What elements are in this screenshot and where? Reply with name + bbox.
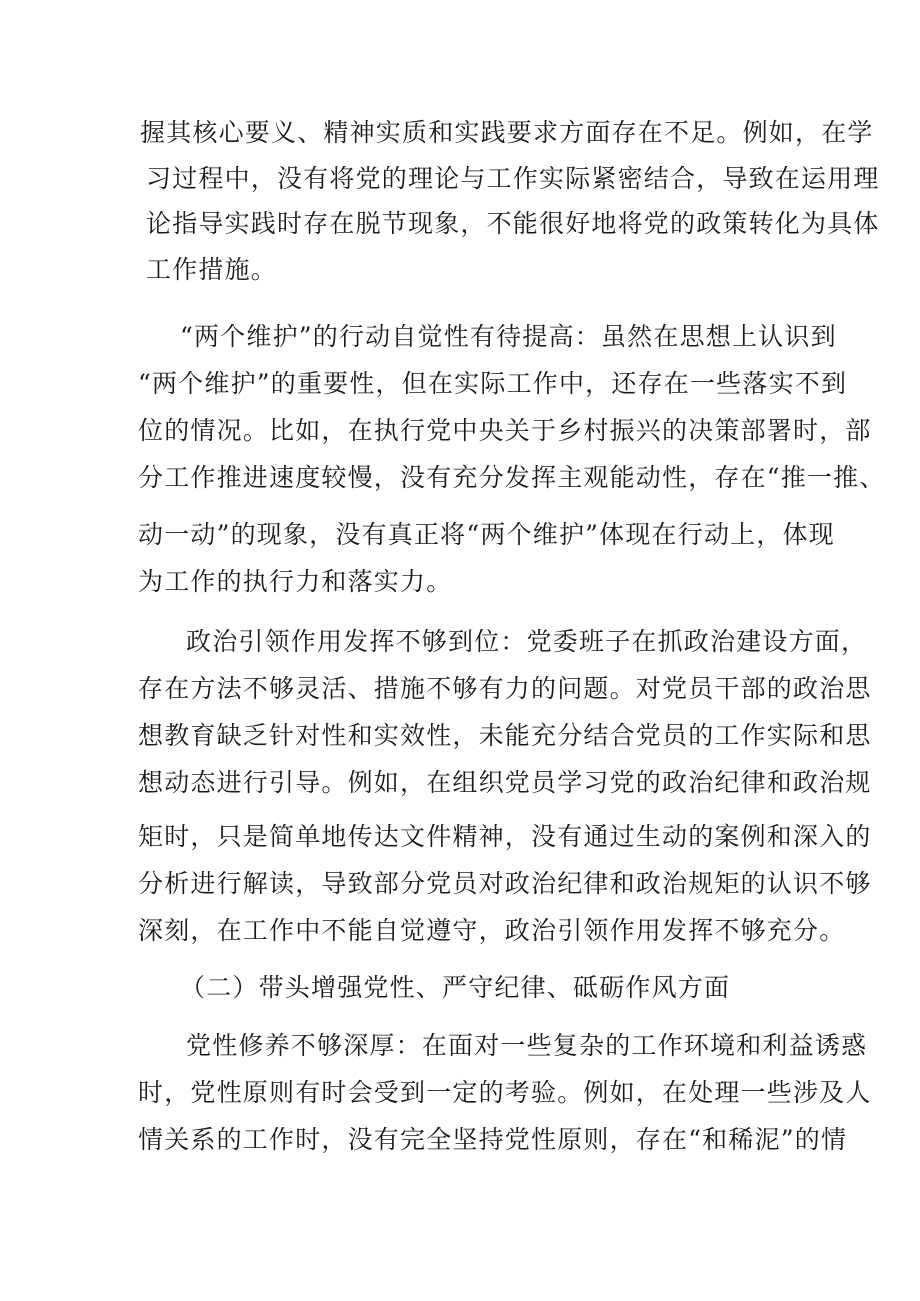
text-line: 时，党性原则有时会受到一定的考验。例如，在处理一些涉及人	[138, 1078, 872, 1107]
text-line: 情关系的工作时，没有完全坚持党性原则，存在“和稀泥”的情	[138, 1125, 848, 1154]
text-line: 深刻，在工作中不能自觉遵守，政治引领作用发挥不够充分。	[138, 916, 846, 945]
text-line: 想动态进行引导。例如，在组织党员学习党的政治纪律和政治规	[138, 768, 872, 797]
text-line: 论指导实践时存在脱节现象，不能很好地将党的政策转化为具体	[146, 209, 880, 238]
text-line: 工作措施。	[146, 255, 278, 284]
text-line: 矩时，只是简单地传达文件精神，没有通过生动的案例和深入的	[138, 822, 872, 851]
text-line: 党性修养不够深厚：在面对一些复杂的工作环境和利益诱惑	[186, 1031, 868, 1060]
text-line: 想教育缺乏针对性和实效性，未能充分结合党员的工作实际和思	[138, 721, 872, 750]
text-line: 习过程中，没有将党的理论与工作实际紧密结合，导致在运用理	[146, 164, 880, 193]
text-line: “两个维护”的行动自觉性有待提高：虽然在思想上认识到	[180, 322, 837, 351]
text-line: 分析进行解读，导致部分党员对政治纪律和政治规矩的认识不够	[138, 869, 872, 898]
text-line: “两个维护”的重要性，但在实际工作中，还存在一些落实不到	[138, 369, 848, 398]
text-line: 政治引领作用发挥不够到位：党委班子在抓政治建设方面，	[186, 627, 868, 656]
text-line: 位的情况。比如，在执行党中央关于乡村振兴的决策部署时，部	[138, 416, 872, 445]
text-line: 为工作的执行力和落实力。	[138, 567, 453, 596]
text-line: 握其核心要义、精神实质和实践要求方面存在不足。例如，在学	[140, 118, 874, 147]
heading-text: （二）带头增强党性、严守纪律、砥砺作风方面	[180, 973, 731, 1002]
text-line: 分工作推进速度较慢，没有充分发挥主观能动性，存在“推一推、	[138, 463, 886, 492]
text-line: 存在方法不够灵活、措施不够有力的问题。对党员干部的政治思	[138, 674, 872, 703]
text-line: 动一动”的现象，没有真正将“两个维护”体现在行动上，体现	[138, 520, 835, 549]
